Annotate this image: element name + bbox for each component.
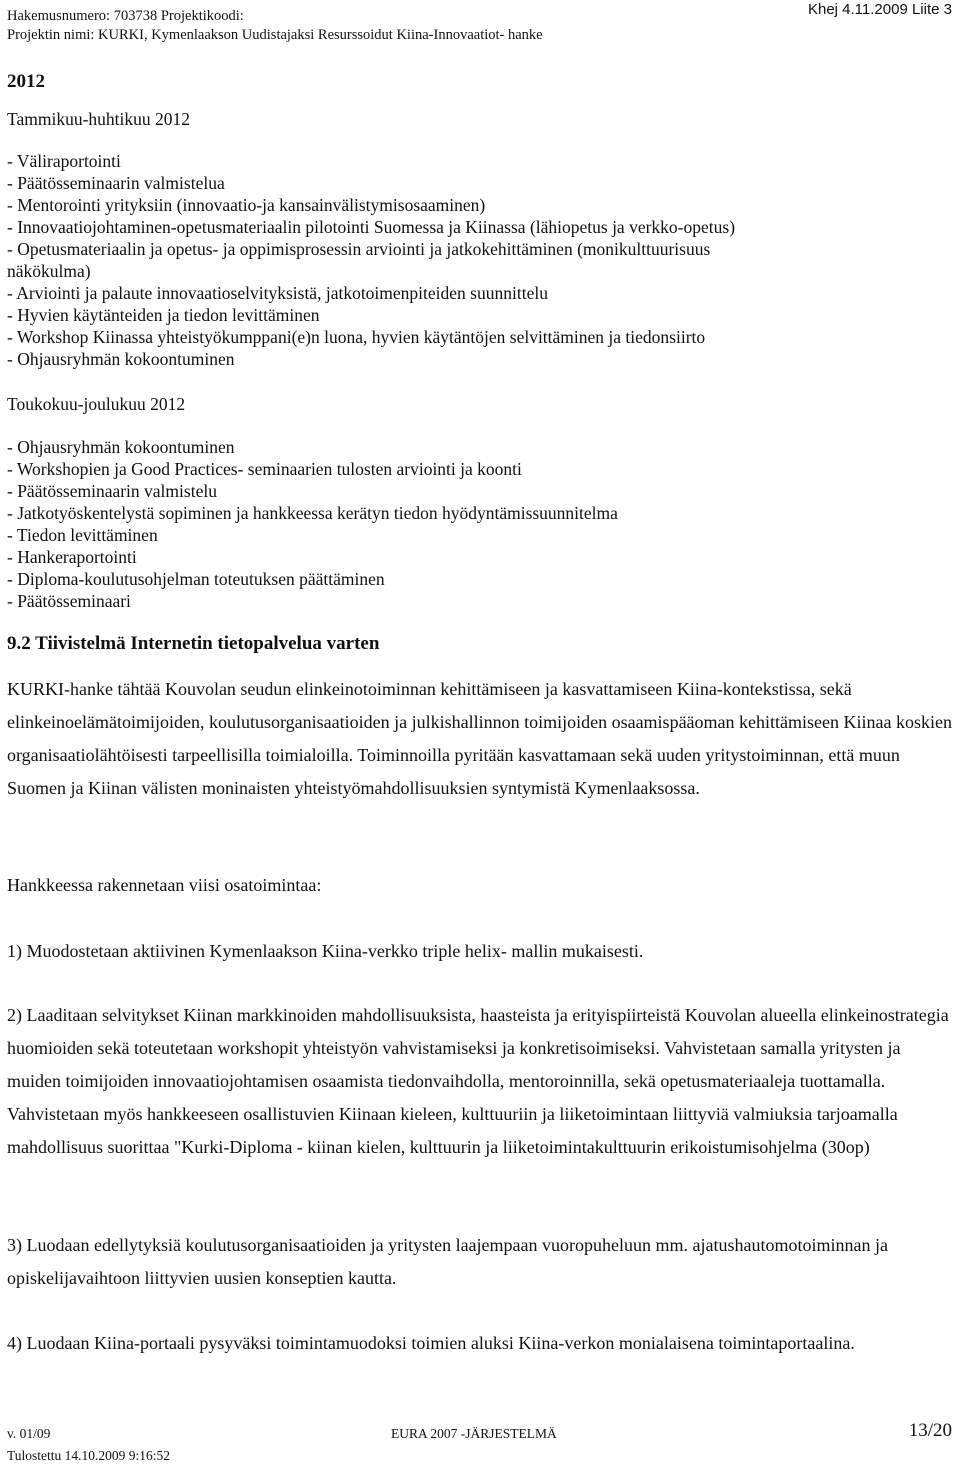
- footer-system-name: EURA 2007 -JÄRJESTELMÄ: [391, 1426, 557, 1441]
- period2-task-list: [7, 436, 618, 612]
- list-item: - Päätösseminaarin valmistelu: [7, 481, 217, 501]
- list-item: - Päätösseminaari: [7, 591, 131, 611]
- list-item: - Väliraportointi: [7, 151, 121, 171]
- list-item: - Workshopien ja Good Practices- seminaarien tulosten arviointi ja koonti: [7, 459, 522, 479]
- list-item: - Hankeraportointi: [7, 547, 137, 567]
- subactivity-4: 4) Luodaan Kiina-portaali pysyväksi toimintamuodoksi toimien aluksi Kiina-verkon monialaisena toimintaportaalina.: [7, 1333, 855, 1353]
- section-heading: 9.2 Tiivistelmä Internetin tietopalvelua varten: [7, 633, 380, 654]
- list-item: - Mentorointi yrityksiin (innovaatio-ja kansainvälistymisosaaminen): [7, 195, 486, 215]
- list-item: - Tiedon levittäminen: [7, 525, 158, 545]
- list-item: - Arviointi ja palaute innovaatioselvityksistä, jatkotoimenpiteiden suunnittelu: [7, 283, 548, 303]
- subactivity-1: 1) Muodostetaan aktiivinen Kymenlaakson Kiina-verkko triple helix- mallin mukaisesti.: [7, 941, 644, 961]
- list-item: - Innovaatiojohtaminen-opetusmateriaalin pilotointi Suomessa ja Kiinassa (lähiopetus ja verkko-opetus): [7, 217, 736, 237]
- subactivity-3: 3) Luodaan edellytyksiä koulutusorganisaatioiden ja yritysten laajempaan vuoropuheluun mm. ajatushautomotoiminnan ja opiskelijavaihtoon liittyvien uusien konseptien kautta.: [7, 1235, 888, 1288]
- list-item: - Ohjausryhmän kokoontuminen: [7, 437, 235, 457]
- list-item: - Jatkotyöskentelystä sopiminen ja hankkeessa kerätyn tiedon hyödyntämissuunnitelma: [7, 503, 618, 523]
- header-appendix-label: Khej 4.11.2009 Liite 3: [807, 1, 952, 18]
- period2-title: Toukokuu-joulukuu 2012: [7, 394, 186, 414]
- footer-page-number: 13/20: [908, 1420, 952, 1441]
- subactivity-2: 2) Laaditaan selvitykset Kiinan markkinoiden mahdollisuuksista, haasteista ja erityispiirteistä Kouvolan alueella elinkeinostrategia huomioiden sekä toteutetaan workshopit yhteistyön vahvistamiseksi ja konkretisoimiseksi. Vahvistetaan samalla yritysten ja muiden toimijoiden innovaatiojohtamisen osaamista tiedonvaihdolla, mentoroinnilla, sekä opetusmateriaaleja tuottamalla. Vahvistetaan myös hankkeeseen osallistuvien Kiinaan kieleen, kulttuuriin ja liiketoimintaan liittyviä valmiuksia tarjoamalla mahdollisuus suorittaa "Kurki-Diploma - kiinan kielen, kulttuurin ja liiketoimintakulttuurin erikoistumisohjelma (30op): [7, 1005, 949, 1157]
- list-item: - Diploma-koulutusohjelman toteutuksen päättäminen: [7, 569, 385, 589]
- list-item: - Hyvien käytänteiden ja tiedon levittäminen: [7, 305, 320, 325]
- list-item: - Opetusmateriaalin ja opetus- ja oppimisprosessin arviointi ja jatkokehittäminen (monikulttuurisuus: [7, 239, 711, 259]
- period1-task-list: [7, 150, 735, 370]
- period1-title: Tammikuu-huhtikuu 2012: [7, 109, 190, 129]
- year-heading: 2012: [7, 71, 45, 92]
- header-project-name: Projektin nimi: KURKI, Kymenlaakson Uudistajaksi Resurssoidut Kiina-Innovaatiot- hanke: [7, 27, 543, 43]
- list-item: näkökulma): [7, 261, 91, 281]
- list-item: - Päätösseminaarin valmistelua: [7, 173, 225, 193]
- list-item: - Workshop Kiinassa yhteistyökumppani(e)n luona, hyvien käytäntöjen selvittäminen ja tiedonsiirto: [7, 327, 706, 347]
- footer-version: v. 01/09: [7, 1426, 51, 1441]
- header-application-number: Hakemusnumero: 703738 Projektikoodi:: [7, 8, 244, 24]
- footer-print-timestamp: Tulostettu 14.10.2009 9:16:52: [7, 1448, 171, 1463]
- summary-paragraph: KURKI-hanke tähtää Kouvolan seudun elinkeinotoiminnan kehittämiseen ja kasvattamiseen Kiina-kontekstissa, sekä elinkeinoelämätoimijoiden, koulutusorganisaatioiden ja julkishallinnon toimijoiden osaamispääoman kehittämiseen Kiinaa koskien organisaatiolähtöisesti tarpeellisilla toimialoilla. Toiminnoilla pyritään kasvattamaan sekä uuden yritystoiminnan, että muun Suomen ja Kiinan välisten moninaisten yhteistyömahdollisuuksien syntymistä Kymenlaaksossa.: [7, 679, 952, 798]
- subactivities-intro: Hankkeessa rakennetaan viisi osatoimintaa:: [7, 875, 322, 895]
- list-item: - Ohjausryhmän kokoontuminen: [7, 349, 235, 369]
